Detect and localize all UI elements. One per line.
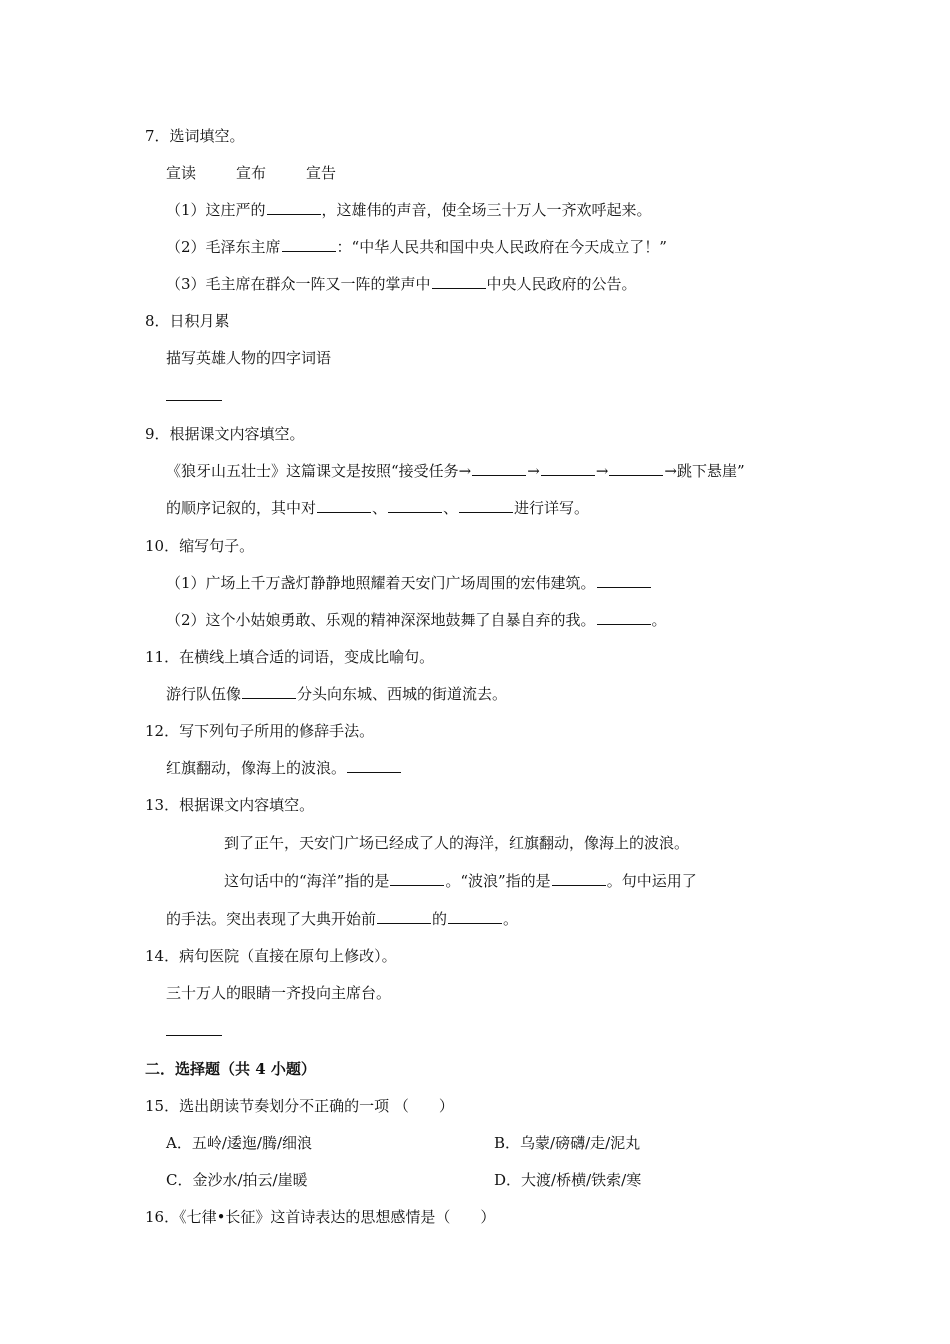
- q8-prompt: 描写英雄人物的四字词语: [166, 349, 332, 367]
- q13-line-2: 这句话中的“海洋”指的是 。“波浪”指的是 。句中运用了: [224, 872, 697, 890]
- q13-line-3: 的手法。突出表现了大典开始前 的 。: [166, 910, 519, 928]
- answer-blank[interactable]: [242, 684, 296, 699]
- answer-blank[interactable]: [448, 909, 502, 924]
- q15-option-c[interactable]: C．金沙水/拍云/崖暖: [166, 1171, 308, 1189]
- word-option: 宣读: [166, 164, 197, 182]
- q11-title: 11．在横线上填合适的词语，变成比喻句。: [145, 648, 435, 666]
- answer-blank[interactable]: [377, 909, 431, 924]
- q15-option-b[interactable]: B．乌蒙/磅礴/走/泥丸: [494, 1134, 641, 1152]
- q9-line-2: 的顺序记叙的，其中对 、 、 进行详写。: [166, 499, 590, 517]
- answer-blank[interactable]: [388, 498, 442, 513]
- word-option: 宣告: [306, 164, 337, 182]
- answer-blank[interactable]: [317, 498, 371, 513]
- answer-blank[interactable]: [267, 200, 321, 215]
- q11-sentence: 游行队伍像 分头向东城、西城的街道流去。: [166, 685, 508, 703]
- q14-answer-line: [166, 1021, 222, 1041]
- q13-passage: 到了正午，天安门广场已经成了人的海洋，红旗翻动，像海上的波浪。: [224, 834, 690, 852]
- q7-sentence-1: （1）这庄严的 ，这雄伟的声音，使全场三十万人一齐欢呼起来。: [166, 201, 652, 219]
- q12-sentence: 红旗翻动，像海上的波浪。: [166, 758, 402, 778]
- answer-blank[interactable]: [166, 386, 222, 401]
- q7-word-bank: [166, 163, 336, 183]
- answer-blank[interactable]: [347, 758, 401, 773]
- q10-title: 10．缩写句子。: [145, 537, 255, 555]
- word-option: 宣布: [236, 164, 267, 182]
- q7-title: 7．选词填空。: [145, 127, 245, 145]
- answer-blank[interactable]: [166, 1021, 222, 1036]
- q15-title: 15．选出朗读节奏划分不正确的一项 （ ）: [145, 1097, 454, 1115]
- answer-blank[interactable]: [472, 461, 526, 476]
- q7-sentence-3: （3）毛主席在群众一阵又一阵的掌声中 中央人民政府的公告。: [166, 275, 637, 293]
- q12-title: 12．写下列句子所用的修辞手法。: [145, 722, 375, 740]
- answer-blank[interactable]: [597, 610, 651, 625]
- answer-blank[interactable]: [390, 871, 444, 886]
- answer-blank[interactable]: [609, 461, 663, 476]
- q15-option-a[interactable]: A．五岭/逶迤/腾/细浪: [166, 1134, 312, 1152]
- q10-sentence-2: （2）这个小姑娘勇敢、乐观的精神深深地鼓舞了自暴自弃的我。 。: [166, 611, 667, 629]
- q9-line-1: 《狼牙山五壮士》这篇课文是按照“接受任务→ → → →跳下悬崖”: [166, 462, 745, 480]
- q14-title: 14．病句医院（直接在原句上修改）。: [145, 947, 397, 965]
- answer-blank[interactable]: [432, 274, 486, 289]
- answer-blank[interactable]: [552, 871, 606, 886]
- q8-answer-line: [166, 386, 222, 406]
- answer-blank[interactable]: [541, 461, 595, 476]
- section-heading: 二．选择题（共 4 小题）: [145, 1060, 316, 1078]
- q14-sentence: 三十万人的眼睛一齐投向主席台。: [166, 984, 392, 1002]
- answer-blank[interactable]: [597, 573, 651, 588]
- answer-blank[interactable]: [459, 498, 513, 513]
- q16-title: 16．《七律•长征》这首诗表达的思想感情是（ ）: [145, 1208, 496, 1226]
- q8-title: 8．日积月累: [145, 312, 230, 330]
- q10-sentence-1: （1）广场上千万盏灯静静地照耀着天安门广场周围的宏伟建筑。: [166, 573, 652, 593]
- q7-sentence-2: （2）毛泽东主席 ：“中华人民共和国中央人民政府在今天成立了！”: [166, 238, 667, 256]
- q15-option-d[interactable]: D．大渡/桥横/铁索/寒: [494, 1171, 642, 1189]
- q13-title: 13．根据课文内容填空。: [145, 796, 315, 814]
- answer-blank[interactable]: [282, 237, 336, 252]
- q9-title: 9．根据课文内容填空。: [145, 425, 305, 443]
